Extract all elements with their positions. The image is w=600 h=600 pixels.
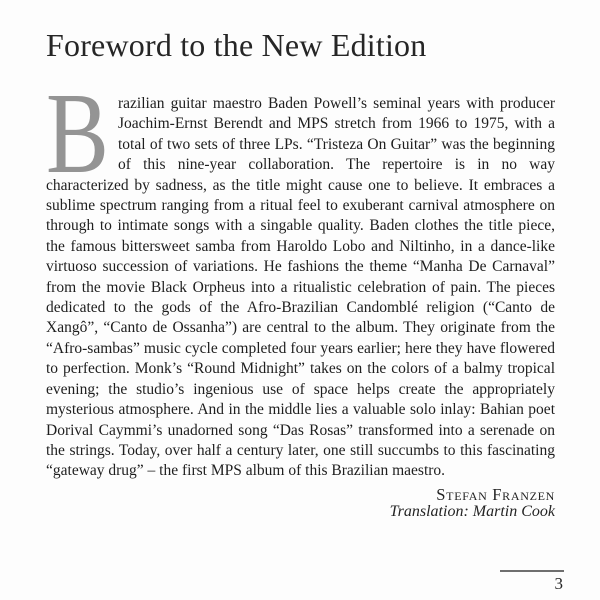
foreword-body-text: razilian guitar maestro Baden Powell’s seminal years with producer Joachim-Ernst Berendt and MPS stretch from 1966 to 1975, with a total of two sets of three LPs. “Tristeza On Guitar” was the beginning of this nine-year collaboration. The repertoire is in no way characterized by sadness, as the title might cause one to believe. It embraces a sublime spectrum ranging from a ritual feel to exuberant carnival atmosphere on through to intimate songs with a singable quality. Baden clothes the title piece, the famous bittersweet samba from Haroldo Lobo and Niltinho, in a dance-like virtuoso succession of variations. He fashions the theme “Manha De Carnaval” from the movie Black Orpheus into a ritualistic celebration of pain. The pieces dedicated to the gods of the Afro-Brazilian Candomblé religion (“Canto de Xangô”, “Canto de Ossanha”) are central to the album. They originate from the “Afro-sambas” music cycle completed four years earlier; here they have flowered to perfection. Monk’s “Round Midnight” takes on the colors of a balmy tropical evening; the studio’s ingenious use of space helps create the appropriately mysterious atmosphere. And in the middle lies a valuable solo inlay: Bahian poet Dorival Caymmi’s unadorned song “Das Rosas” transformed into a serenade on the strings. Today, over half a century later, one still succumbs to this fascinating “gateway drug” – the first MPS album of this Brazilian maestro.: [46, 95, 555, 480]
page-title: Foreword to the New Edition: [46, 27, 427, 63]
footer-rule: [500, 570, 564, 572]
translation-credit: Translation: Martin Cook: [389, 503, 555, 520]
page-number: 3: [554, 574, 563, 593]
author-byline: Stefan Franzen: [436, 485, 555, 504]
foreword-paragraph: [46, 70, 555, 482]
dropcap-letter: B: [46, 70, 109, 197]
